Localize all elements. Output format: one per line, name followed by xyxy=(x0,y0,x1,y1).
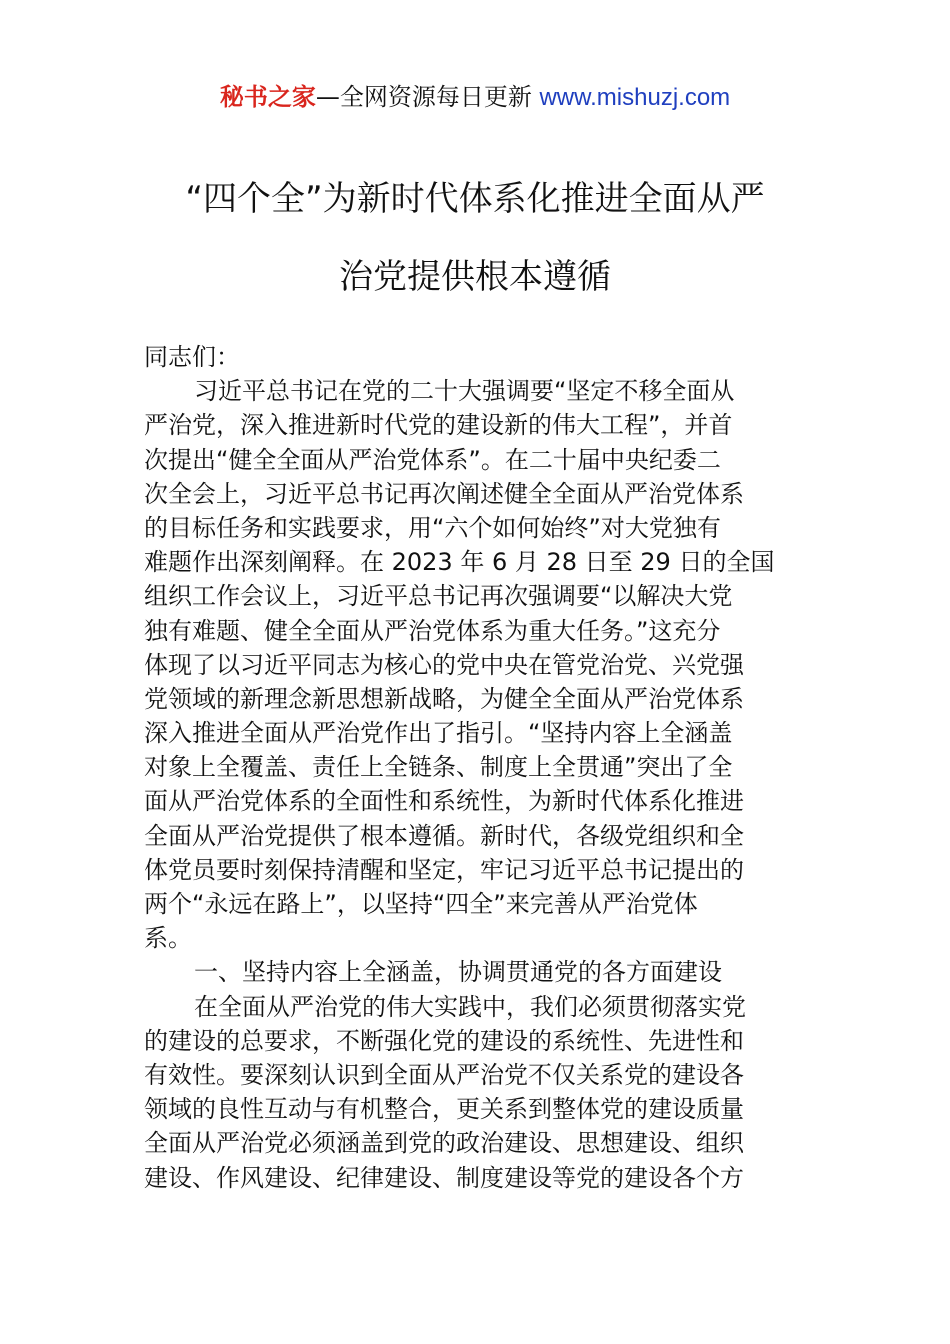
brand-name: 秘书之家 xyxy=(219,83,316,111)
site-slogan: —全网资源每日更新 xyxy=(315,83,540,111)
paragraph-line: 严治党，深入推进新时代党的建设新的伟大工程”，并首 xyxy=(144,411,733,440)
paragraph-line: 党领域的新理念新思想新战略，为健全全面从严治党体系 xyxy=(144,684,744,713)
paragraph-line: 建设、作风建设、纪律建设、制度建设等党的建设各个方 xyxy=(144,1163,744,1192)
paragraph-line: 深入推进全面从严治党作出了指引。“坚持内容上全涵盖 xyxy=(144,719,733,748)
title-line-2: 治党提供根本遵循 xyxy=(339,257,611,297)
site-url-link[interactable]: www.mishuzj.com xyxy=(539,84,731,111)
paragraph-line: 对象上全覆盖、责任上全链条、制度上全贯通”突出了全 xyxy=(144,753,733,782)
paragraph-line: 全面从严治党提供了根本遵循。新时代，各级党组织和全 xyxy=(144,821,744,850)
paragraph-line: 有效性。要深刻认识到全面从严治党不仅关系党的建设各 xyxy=(144,1060,744,1089)
paragraph-line: 体现了以习近平同志为核心的党中央在管党治党、兴党强 xyxy=(144,650,744,679)
paragraph-line: 系。 xyxy=(144,924,192,953)
salutation: 同志们： xyxy=(144,343,240,371)
paragraph-line: 难题作出深刻阐释。在 2023 年 6 月 28 日至 29 日的全国 xyxy=(144,548,775,577)
title-line-1: “四个全”为新时代体系化推进全面从严 xyxy=(185,179,765,219)
paragraph-line: 独有难题、健全全面从严治党体系为重大任务。”这充分 xyxy=(144,616,721,645)
paragraph-line: 次全会上，习近平总书记再次阐述健全全面从严治党体系 xyxy=(144,479,744,508)
paragraph-line: 的目标任务和实践要求，用“六个如何始终”对大党独有 xyxy=(144,513,721,542)
paragraph-line: 体党员要时刻保持清醒和坚定，牢记习近平总书记提出的 xyxy=(144,855,744,884)
paragraph-line: 全面从严治党必须涵盖到党的政治建设、思想建设、组织 xyxy=(144,1129,744,1158)
document-title xyxy=(100,160,850,316)
paragraph-line: 领域的良性互动与有机整合，更关系到整体党的建设质量 xyxy=(144,1095,744,1124)
paragraph-line: 在全面从严治党的伟大实践中，我们必须贯彻落实党 xyxy=(194,992,746,1021)
paragraph-line: 习近平总书记在党的二十大强调要“坚定不移全面从 xyxy=(194,377,735,406)
document-body xyxy=(144,340,806,1195)
paragraph-line: 两个“永远在路上”，以坚持“四全”来完善从严治党体 xyxy=(144,890,698,918)
section-heading: 一、坚持内容上全涵盖，协调贯通党的各方面建设 xyxy=(194,958,722,987)
paragraph-line: 次提出“健全全面从严治党体系”。在二十届中央纪委二 xyxy=(144,445,721,474)
paragraph-line: 组织工作会议上，习近平总书记再次强调要“以解决大党 xyxy=(144,582,733,611)
site-header xyxy=(0,80,950,115)
paragraph-line: 面从严治党体系的全面性和系统性，为新时代体系化推进 xyxy=(144,787,744,816)
paragraph-line: 的建设的总要求，不断强化党的建设的系统性、先进性和 xyxy=(144,1026,744,1055)
